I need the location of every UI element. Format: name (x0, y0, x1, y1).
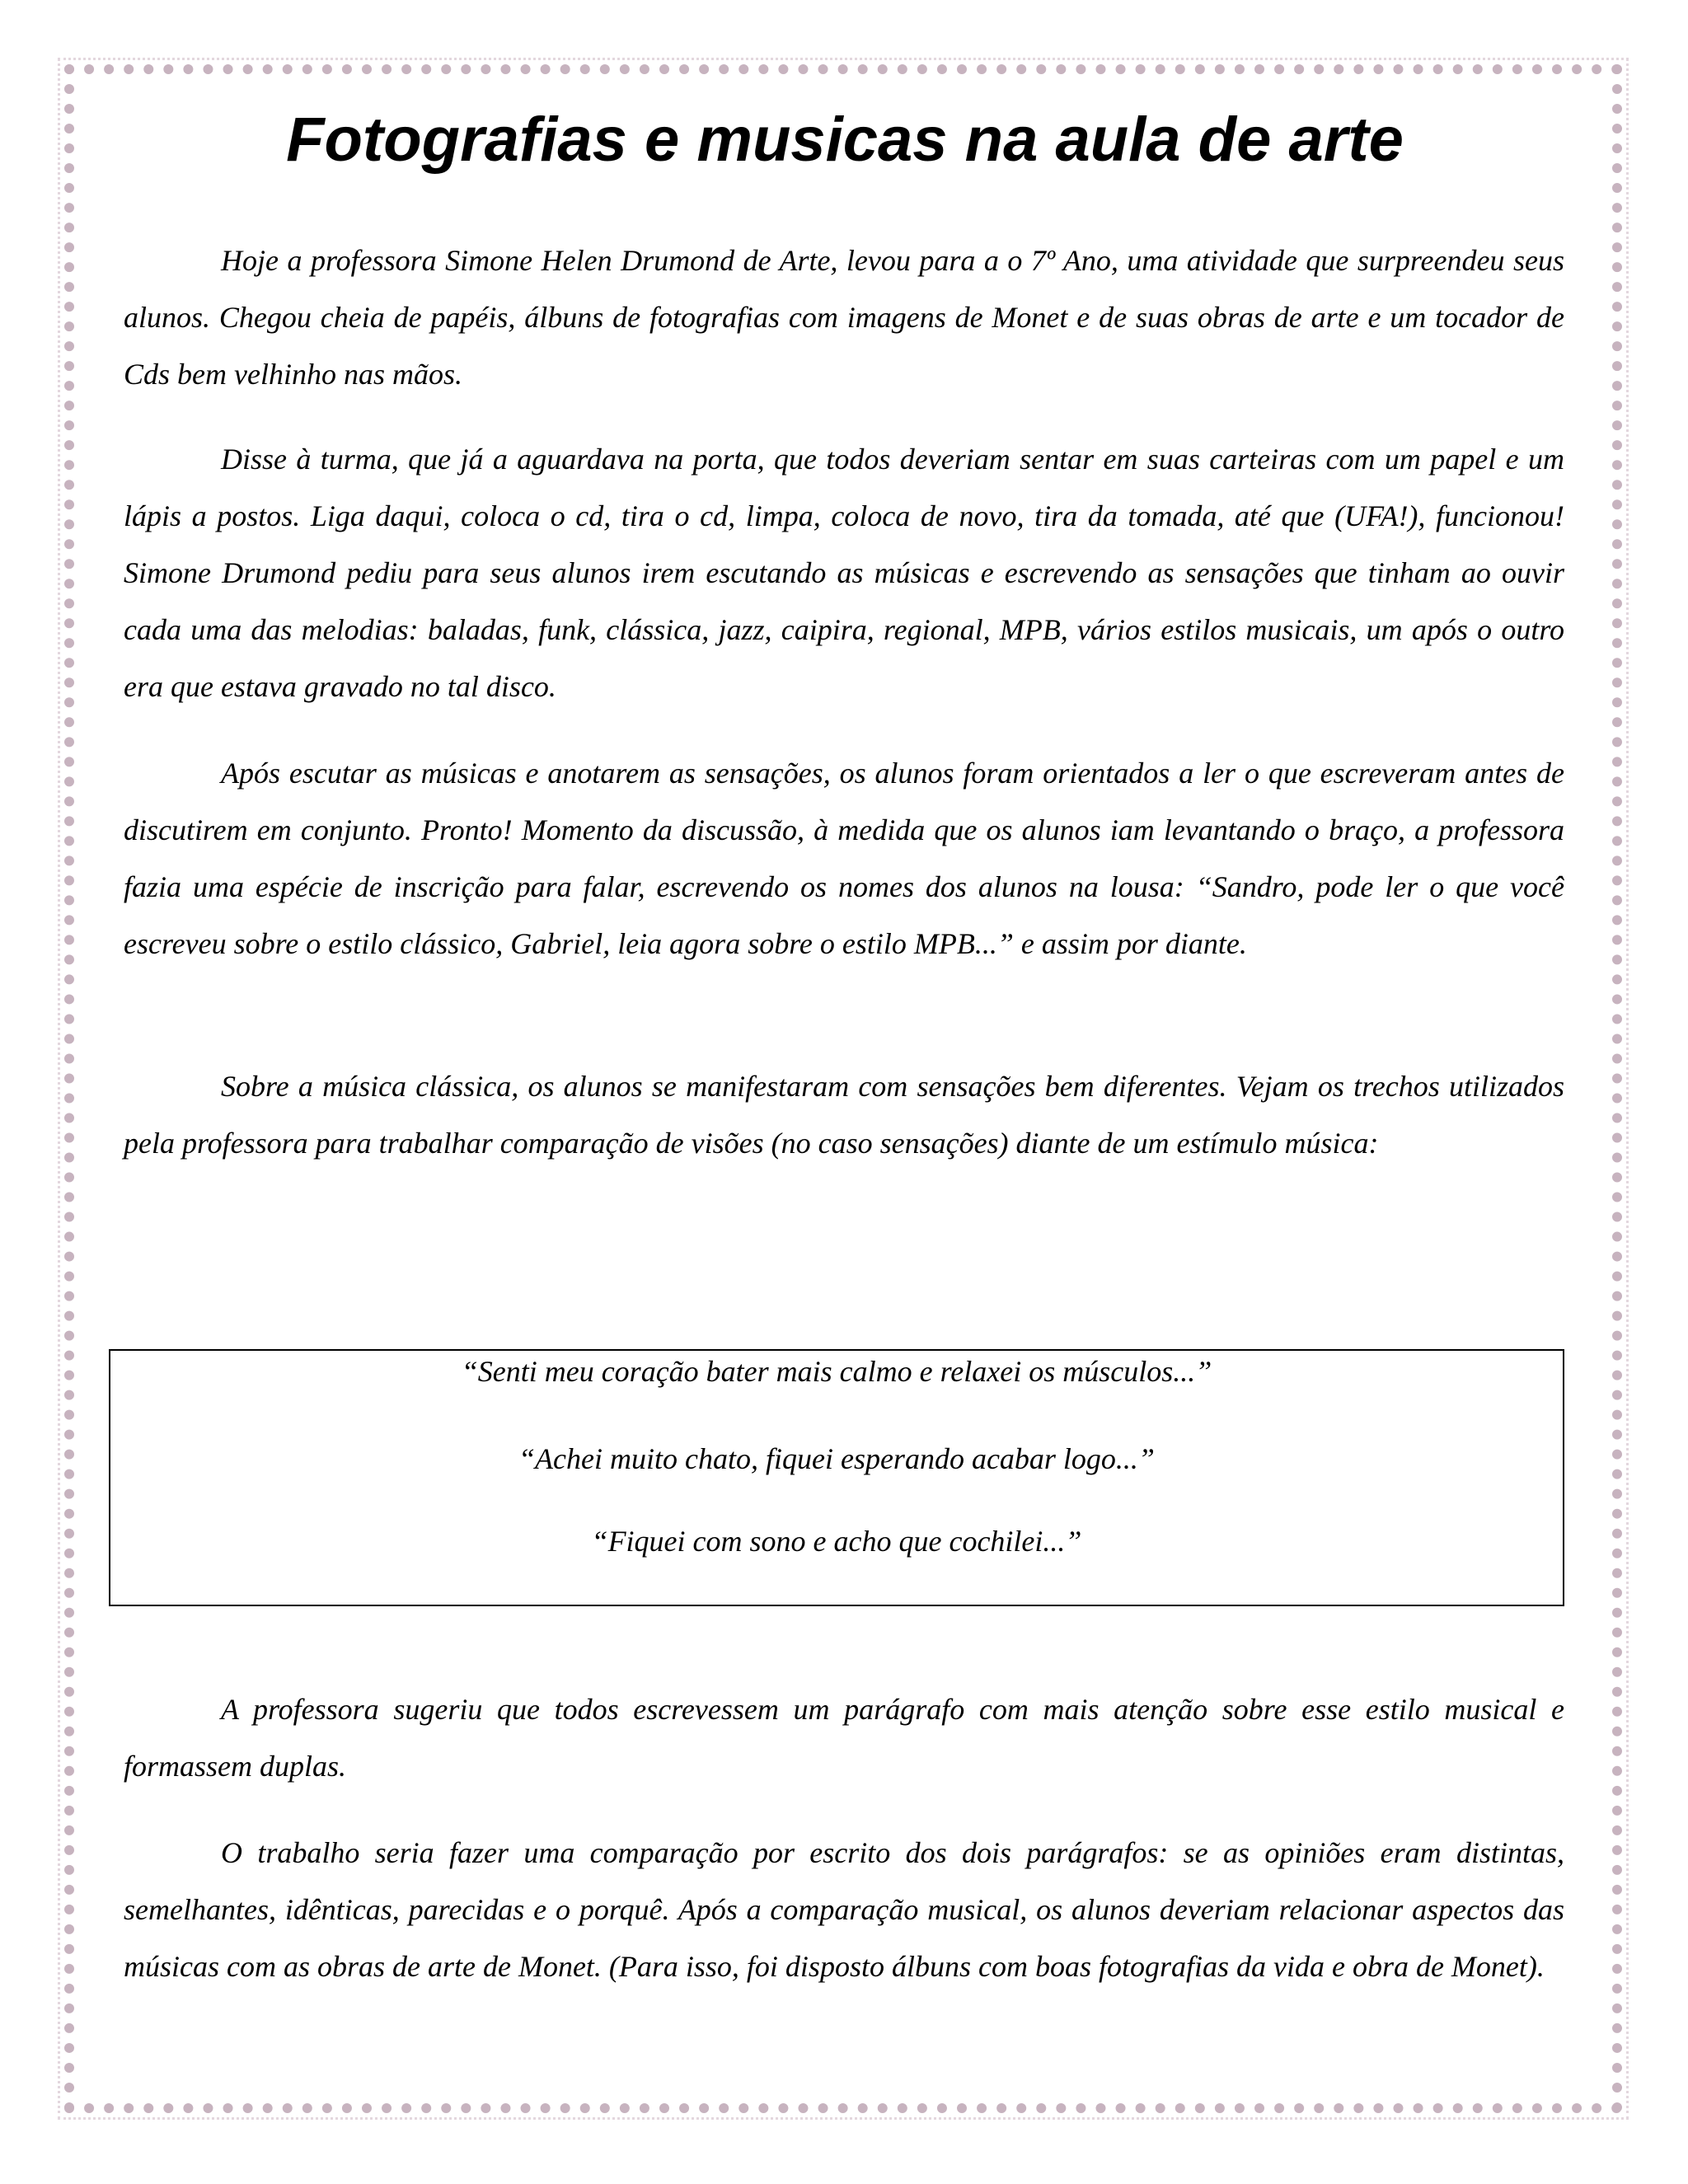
student-quote: “Fiquei com sono e acho que cochilei...” (591, 1525, 1082, 1558)
paragraph-classical: Sobre a música clássica, os alunos se manifestaram com sensações bem diferentes. Vejam os trechos utilizados pela professora para trabalhar comparação de visões (no caso sensações) diante de um estímulo música: (124, 1070, 1564, 1160)
quotes-box (109, 1349, 1564, 1606)
student-quote: “Senti meu coração bater mais calmo e relaxei os músculos...” (461, 1355, 1212, 1388)
document-title: Fotografias e musicas na aula de arte (286, 105, 1404, 175)
paragraph-discussion: Após escutar as músicas e anotarem as sensações, os alunos foram orientados a ler o que escreveram antes de discutirem em conjunto. Pronto! Momento da discussão, à medida que os alunos iam levantando o braço, a professora fazia uma espécie de inscrição para falar, escrevendo os nomes dos alunos na lousa: “Sandro, pode ler o que você escreveu sobre o estilo clássico, Gabriel, leia agora sobre o estilo MPB...” e assim por diante. (124, 757, 1564, 960)
paragraph-activity: Disse à turma, que já a aguardava na porta, que todos deveriam sentar em suas carteiras com um papel e um lápis a postos. Liga daqui, coloca o cd, tira o cd, limpa, coloca de novo, tira da tomada, até que (UFA!), funcionou! Simone Drumond pediu para seus alunos irem escutando as músicas e escrevendo as sensações que tinham ao ouvir cada uma das melodias: baladas, funk, clássica, jazz, caipira, regional, MPB, vários estilos musicais, um após o outro era que estava gravado no tal disco. (124, 443, 1564, 703)
paragraph-comparison: O trabalho seria fazer uma comparação por escrito dos dois parágrafos: se as opiniões eram distintas, semelhantes, idênticas, parecidas e o porquê. Após a comparação musical, os alunos deveriam relacionar aspectos das músicas com as obras de arte de Monet. (Para isso, foi disposto álbuns com boas fotografias da vida e obra de Monet). (124, 1836, 1564, 1983)
student-quote: “Achei muito chato, fiquei esperando acabar logo...” (518, 1442, 1155, 1475)
paragraph-intro: Hoje a professora Simone Helen Drumond de Arte, levou para a o 7º Ano, uma atividade que surpreendeu seus alunos. Chegou cheia de papéis, álbuns de fotografias com imagens de Monet e de suas obras de arte e um tocador de Cds bem velhinho nas mãos. (124, 244, 1564, 391)
paragraph-assignment: A professora sugeriu que todos escrevessem um parágrafo com mais atenção sobre esse estilo musical e formassem duplas. (124, 1693, 1564, 1783)
